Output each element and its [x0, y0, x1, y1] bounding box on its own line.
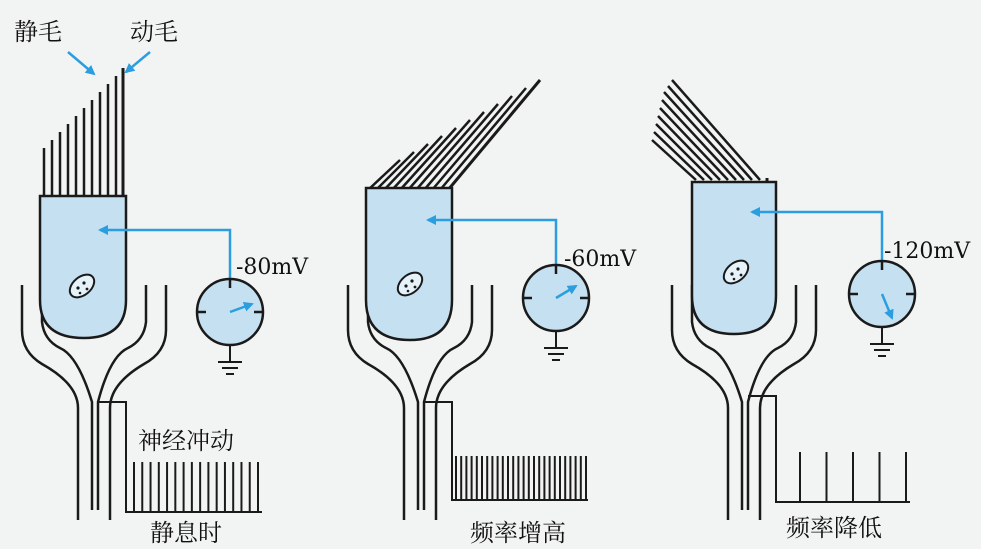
hair-bundle-resting — [44, 68, 123, 198]
voltage-label-increase: -60mV — [564, 247, 637, 272]
hair-bundle-decrease — [652, 80, 767, 188]
voltmeter-increase — [523, 265, 589, 360]
panel-resting — [14, 18, 309, 547]
spike-train-resting — [98, 402, 262, 512]
hair-cell-body-decrease — [692, 182, 776, 334]
voltage-label-resting: -80mV — [236, 255, 309, 280]
caption-decrease: 频率降低 — [786, 514, 882, 542]
hair-cell-body-increase — [366, 188, 452, 340]
hair-bundle-increase — [368, 80, 540, 190]
hair-cell-body-resting — [40, 196, 126, 338]
panel-increase — [348, 80, 637, 547]
voltage-label-decrease: -120mV — [884, 239, 971, 264]
spike-train-decrease — [748, 396, 910, 502]
spike-train-increase — [424, 402, 588, 500]
caption-resting: 静息时 — [150, 519, 222, 547]
stereocilia-pointer — [68, 52, 94, 74]
kinocilium-pointer — [126, 52, 150, 72]
voltmeter-resting — [197, 279, 263, 374]
caption-increase: 频率增高 — [470, 519, 566, 547]
stereocilia-label: 静毛 — [14, 18, 62, 46]
voltmeter-decrease — [849, 261, 915, 356]
nerve-impulse-label: 神经冲动 — [138, 427, 234, 455]
kinocilium-label: 动毛 — [130, 18, 178, 46]
panel-decrease — [652, 80, 971, 542]
